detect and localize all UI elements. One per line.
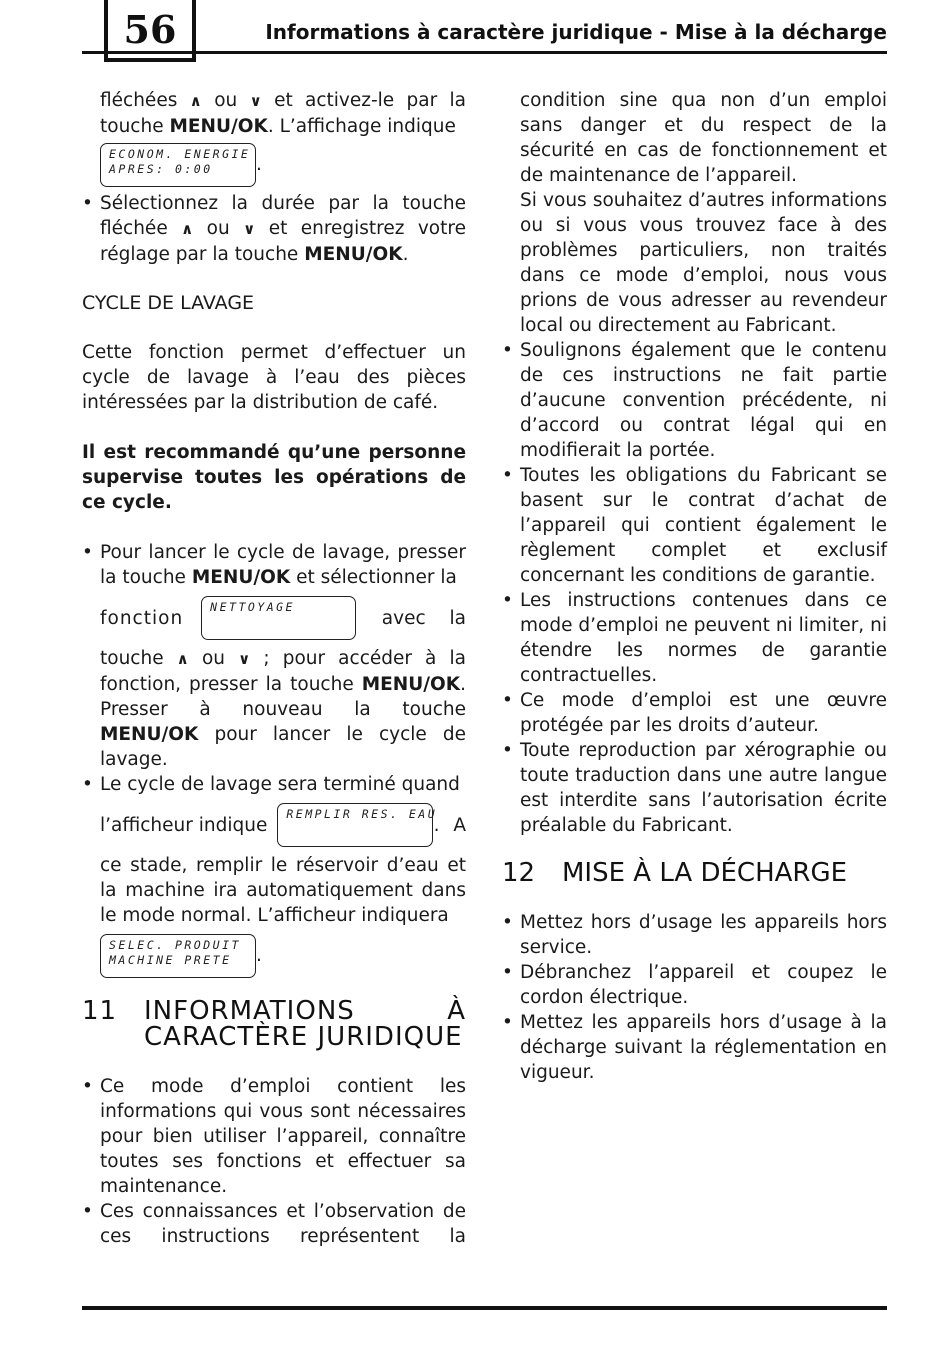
left-column [82, 88, 466, 1249]
bullet-icon: • [502, 590, 513, 611]
list-item: • Ce mode d’emploi contient les informations qui vous sont nécessaires pour bien utiliser l’appareil, connaître toutes ses fonctions et effectuer sa maintenance. [82, 1076, 466, 1197]
bullet-icon: • [502, 690, 513, 711]
list-item: • Mettez hors d’usage les appareils hors service. [502, 912, 887, 958]
section-11-heading: 11 INFORMATIONS À CARACTÈRE JURIDIQUE [82, 996, 466, 1052]
arrow-down-icon: ∨ [238, 650, 251, 668]
lcd-econom-row: ECONOM. ENERGIE APRES: 0:00 . [82, 143, 466, 187]
list-item: • Sélectionnez la durée par la touche fléchée ∧ ou ∨ et enregistrez votre réglage par la touche MENU/OK. [82, 193, 466, 265]
arrow-down-icon: ∨ [249, 92, 262, 110]
list-item: • Débranchez l’appareil et coupez le cordon électrique. [502, 962, 887, 1008]
bullet-icon: • [502, 465, 513, 486]
list-item: • Ce mode d’emploi est une œuvre protégée par les droits d’auteur. [502, 690, 887, 736]
lcd-display-econom: ECONOM. ENERGIE APRES: 0:00 [100, 143, 256, 187]
arrow-down-icon: ∨ [243, 220, 256, 238]
list-item: • Les instructions contenues dans ce mode d’emploi ne peuvent ni limiter, ni étendre les normes de garantie contractuelles. [502, 590, 887, 686]
bullet-icon: • [82, 774, 93, 795]
bullet-icon: • [82, 542, 93, 563]
page-number: 56 [104, 0, 196, 62]
bullet-icon: • [82, 193, 93, 214]
bullet-icon: • [502, 912, 513, 933]
arrow-up-icon: ∧ [181, 220, 194, 238]
section-12-heading: 12 MISE À LA DÉCHARGE [502, 858, 848, 888]
lcd-display-select: SELEC. PRODUIT MACHINE PRETE [100, 934, 256, 978]
lcd-display-nettoyage: NETTOYAGE [201, 596, 356, 640]
paragraph: Si vous souhaitez d’autres informations ou si vous vous trouvez face à des problèmes particuliers, non traités dans ce mode d’emploi, nous vous prions de vous adresser au revendeur local ou directement au Fabricant. [520, 190, 887, 336]
bullet-icon: • [502, 962, 513, 983]
arrow-up-icon: ∧ [176, 650, 189, 668]
section-number: 12 [502, 858, 536, 888]
bullet-icon: • [82, 1201, 93, 1222]
warning-text: Il est recommandé qu’une personne supervise toutes les opérations de ce cycle. [82, 442, 466, 513]
header-title: Informations à caractère juridique - Mise à la décharge [265, 20, 887, 44]
list-item: • Toute reproduction par xérographie ou toute traduction dans une autre langue est interdite sans l’autorisation écrite préalable du Fabricant. [502, 740, 887, 836]
bullet-icon: • [502, 340, 513, 361]
list-item: • Toutes les obligations du Fabricant se basent sur le contrat d’achat de l’appareil qui contient également le règlement complet et exclusif concernant les conditions de garantie. [502, 465, 887, 586]
list-item: • Le cycle de lavage sera terminé quand [82, 774, 460, 795]
bullet-icon: • [502, 1012, 513, 1033]
footer-rule [82, 1306, 887, 1310]
section-number: 11 [82, 996, 118, 1026]
paragraph: Cette fonction permet d’effectuer un cycle de lavage à l’eau des pièces intéressées par la distribution de café. [82, 342, 466, 413]
list-item: • Mettez les appareils hors d’usage à la décharge suivant la réglementation en vigueur. [502, 1012, 887, 1083]
lcd-select-row: SELEC. PRODUIT MACHINE PRETE . [82, 934, 466, 978]
bullet-icon: • [82, 1076, 93, 1097]
paragraph: condition sine qua non d’un emploi sans danger et du respect de la sécurité en cas de fonctionnement et de maintenance de l’appareil. [520, 90, 887, 186]
bullet-icon: • [502, 740, 513, 761]
right-column [502, 88, 887, 1085]
intro-text: fléchées ∧ ou ∨ et activez-le par la touche MENU/OK. L’affichage indique [100, 90, 466, 137]
bullet-continuation: touche ∧ ou ∨ ; pour accéder à la fonction, presser la touche MENU/OK. Presser à nouveau la touche MENU/OK pour lancer le cycle de lavage. [100, 648, 466, 770]
lcd-nettoyage-row: fonction NETTOYAGE avec la [82, 596, 466, 640]
menu-ok-key: MENU/OK [169, 116, 268, 137]
bullet-continuation: ce stade, remplir le réservoir d’eau et la machine ira automatiquement dans le mode normal. L’afficheur indiquera [100, 855, 466, 926]
arrow-up-icon: ∧ [189, 92, 202, 110]
list-item: • Soulignons également que le contenu de ces instructions ne fait partie d’aucune convention précédente, ni d’accord ou contrat légal qui en modifierait la portée. [502, 340, 887, 461]
list-item: • Pour lancer le cycle de lavage, presser la touche MENU/OK et sélectionner la [82, 542, 466, 588]
subheading-cycle-lavage: CYCLE DE LAVAGE [82, 292, 255, 314]
lcd-remplir-row: l’afficheur indique REMPLIR RES. EAU . A [82, 803, 466, 847]
header-rule [82, 51, 887, 54]
list-item: • Ces connaissances et l’observation de ces instructions représentent la [82, 1201, 466, 1247]
lcd-display-remplir: REMPLIR RES. EAU [277, 803, 433, 847]
